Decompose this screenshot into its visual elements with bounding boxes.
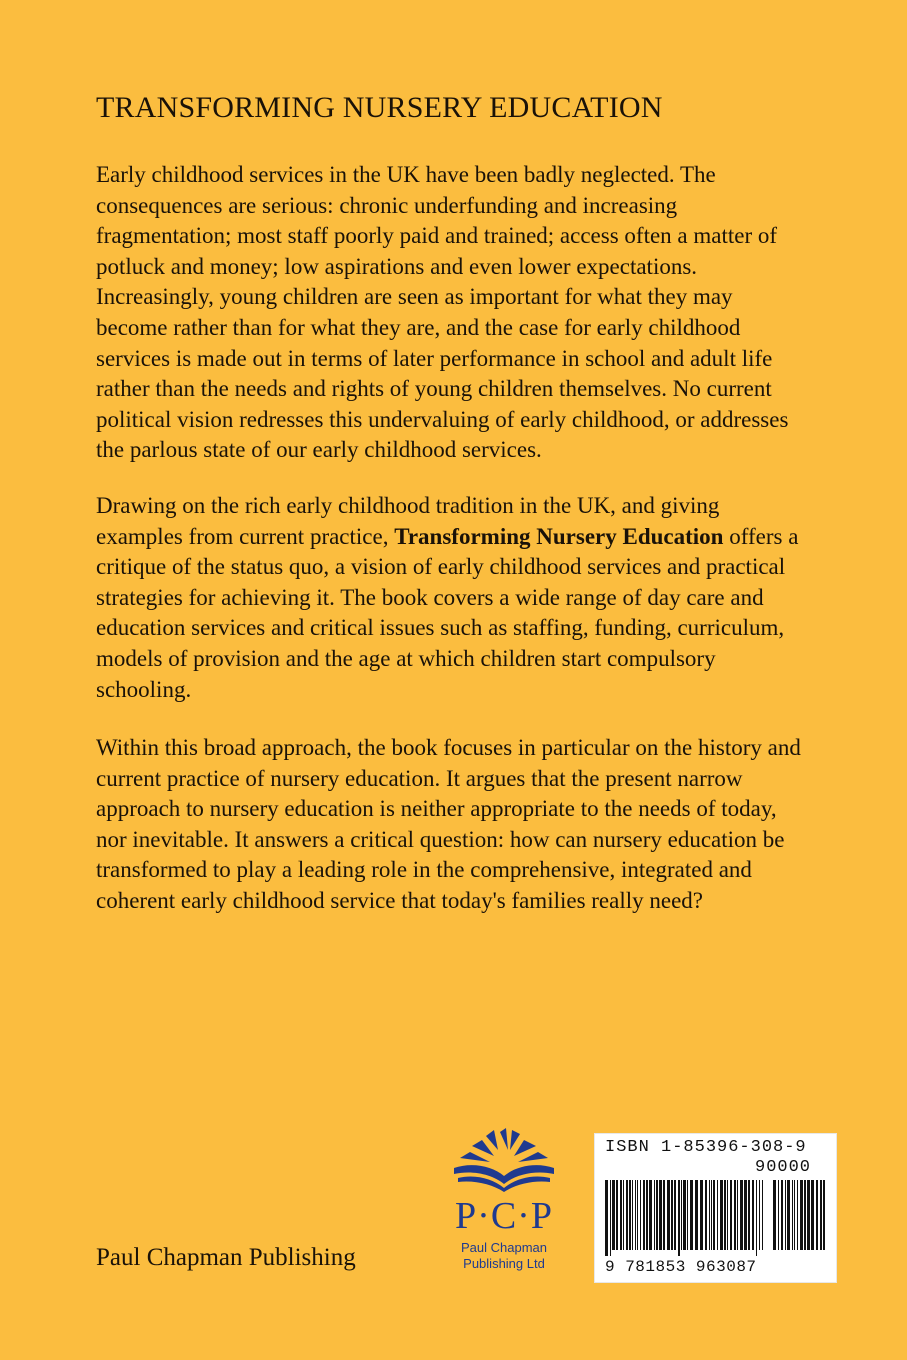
barcode-bar xyxy=(727,1180,728,1250)
barcode-bar xyxy=(744,1180,747,1250)
barcode-bar xyxy=(654,1180,655,1250)
barcode-bar xyxy=(713,1180,715,1250)
logo-caption-line-1: Paul Chapman xyxy=(461,1240,547,1255)
blurb-p2-start: Drawing on the rich early childhood tradition in the UK, and giving examples from current practice, xyxy=(96,493,720,549)
open-book-icon xyxy=(448,1128,560,1194)
ean-digits: 9 781853 963087 xyxy=(605,1258,757,1276)
barcode-bar xyxy=(687,1180,688,1250)
barcode-bar xyxy=(700,1180,703,1250)
barcode-bar xyxy=(612,1180,615,1250)
barcode-bar xyxy=(690,1180,693,1250)
barcode-bar xyxy=(663,1180,665,1250)
ean-bars xyxy=(605,1180,765,1260)
barcode-bar xyxy=(740,1180,743,1250)
logo-mark-text: P·C·P xyxy=(455,1195,553,1237)
publisher-name: Paul Chapman Publishing xyxy=(96,1244,356,1271)
barcode-bar xyxy=(762,1180,763,1250)
isbn-barcode xyxy=(594,1133,837,1283)
barcode-bar xyxy=(720,1180,723,1250)
barcode-bar xyxy=(640,1180,641,1250)
barcode-bar xyxy=(785,1180,786,1250)
barcode-bar xyxy=(759,1180,760,1250)
barcode-bar xyxy=(752,1180,754,1250)
book-title-inline: Transforming Nursery Education xyxy=(394,523,724,549)
barcode-bar xyxy=(778,1180,779,1250)
barcode-bar xyxy=(620,1180,622,1250)
barcode-bar xyxy=(605,1180,608,1256)
barcode-bar xyxy=(773,1180,776,1250)
barcode-bar xyxy=(717,1180,718,1250)
logo-caption-line-2: Publishing Ltd xyxy=(463,1256,545,1271)
barcode-bar xyxy=(683,1180,686,1250)
book-title: TRANSFORMING NURSERY EDUCATION xyxy=(96,91,663,124)
barcode-bar xyxy=(724,1180,726,1250)
barcode-bar xyxy=(748,1180,750,1250)
barcode-bar xyxy=(646,1180,648,1250)
publisher-logo xyxy=(448,1128,560,1278)
barcode-bar xyxy=(681,1180,682,1250)
barcode-bar xyxy=(737,1180,738,1250)
barcode-bar xyxy=(730,1180,732,1250)
barcode-bar xyxy=(695,1180,698,1250)
barcode-bar xyxy=(800,1180,803,1250)
barcode-bar xyxy=(671,1180,673,1250)
blurb-paragraph-2 xyxy=(96,491,802,705)
barcode-bar xyxy=(734,1180,736,1250)
barcode-bar xyxy=(643,1180,645,1250)
barcode-bar xyxy=(667,1180,670,1250)
barcode-bar xyxy=(659,1180,662,1250)
barcode-bar xyxy=(610,1180,611,1256)
barcode-bar xyxy=(649,1180,652,1250)
barcode-bar xyxy=(792,1180,793,1250)
barcode-bar xyxy=(756,1180,757,1256)
barcode-bar xyxy=(816,1180,818,1250)
blurb-p2-end: offers a critique of the status quo, a vision of early childhood services and practical strategies for achieving it. The book covers a wide range of day care and education services and critical issues such as staffing, funding, curriculum, models of provision and the age at which children start compulsory schooling. xyxy=(96,523,799,702)
barcode-bar xyxy=(811,1180,814,1250)
barcode-bar xyxy=(656,1180,658,1250)
barcode-bar xyxy=(635,1180,636,1250)
barcode-bar xyxy=(674,1180,676,1250)
blurb-paragraph-3: Within this broad approach, the book focuses in particular on the history and current practice of nursery education. It argues that the present narrow approach to nursery education is neither appropriate to the needs of today, nor inevitable. It answers a critical question: how can nursery education be transformed to play a leading role in the comprehensive, integrated and coherent early childhood service that today's families really need? xyxy=(96,735,801,913)
barcode-bar xyxy=(637,1180,638,1250)
blurb-paragraph-1: Early childhood services in the UK have been badly neglected. The consequences are serious: chronic underfunding and increasing fragmentation; most staff poorly paid and trained; access often a matter of potluck and money; low aspirations and even lower expectations. Increasingly, young children are seen as important for what they may become rather than for what they are, and the case for early childhood services is made out in terms of later performance in school and adult life rather than the needs and rights of young children themselves. No current political vision redresses this undervaluing of early childhood, or addresses the parlous state of our early childhood services. xyxy=(96,162,789,463)
barcode-bar xyxy=(823,1180,825,1250)
barcode-bar xyxy=(632,1180,633,1250)
barcode-bar xyxy=(807,1180,810,1250)
barcode-bar xyxy=(626,1180,628,1250)
barcode-bar xyxy=(709,1180,710,1250)
barcode-bar xyxy=(781,1180,783,1250)
isbn-label: ISBN 1-85396-308-9 xyxy=(605,1138,807,1157)
price-code: 90000 xyxy=(755,1158,812,1177)
barcode-bar xyxy=(623,1180,624,1250)
barcode-bar xyxy=(804,1180,806,1250)
barcode-bar xyxy=(678,1180,680,1256)
barcode-bar xyxy=(629,1180,631,1250)
addon-bars xyxy=(773,1180,827,1260)
barcode-bar xyxy=(787,1180,790,1250)
barcode-bar xyxy=(616,1180,618,1250)
barcode-bar xyxy=(711,1180,712,1250)
barcode-bar xyxy=(794,1180,795,1250)
barcode-bar xyxy=(705,1180,707,1250)
barcode-bar xyxy=(820,1180,822,1250)
barcode-bar xyxy=(797,1180,798,1250)
